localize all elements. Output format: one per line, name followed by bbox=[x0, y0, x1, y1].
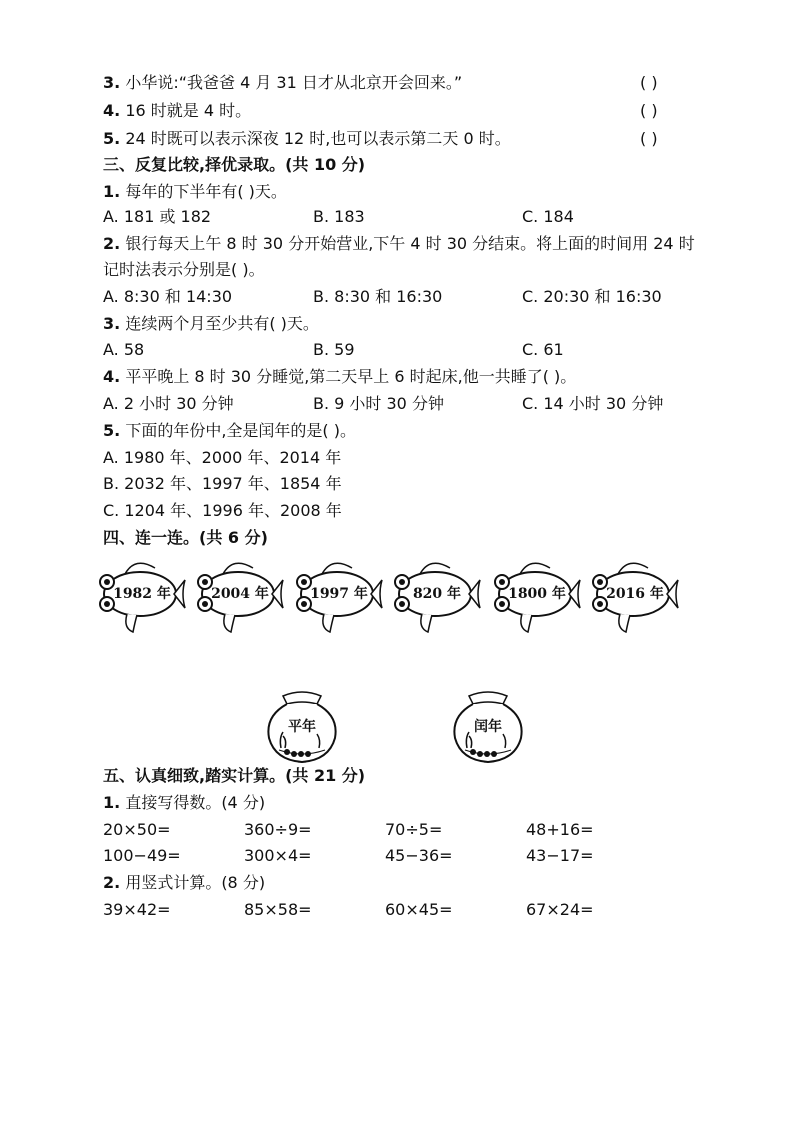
item-number: 5. bbox=[103, 129, 121, 148]
option-b[interactable]: B. 8:30 和 16:30 bbox=[313, 287, 443, 306]
item-number: 1. bbox=[103, 793, 121, 812]
fish-year-label: 1982 年 bbox=[113, 586, 171, 602]
option-b[interactable]: B. 9 小时 30 分钟 bbox=[313, 394, 444, 413]
judge-item-3 bbox=[103, 73, 462, 93]
option-c[interactable]: C. 1204 年、1996 年、2008 年 bbox=[103, 501, 342, 520]
question-2 bbox=[103, 234, 695, 254]
calc-item[interactable]: 45−36= bbox=[385, 846, 453, 865]
question-stem: 每年的下半年有( )天。 bbox=[125, 182, 287, 201]
option-c[interactable]: C. 184 bbox=[522, 207, 574, 226]
subquestion-label: 用竖式计算。(8 分) bbox=[125, 873, 266, 892]
calc-item[interactable]: 20×50= bbox=[103, 820, 171, 839]
fish-year-label: 820 年 bbox=[412, 586, 462, 602]
section-5-heading: 五、认真细致,踏实计算。(共 21 分) bbox=[103, 766, 366, 785]
calc-item[interactable]: 60×45= bbox=[385, 900, 453, 919]
fish-card[interactable] bbox=[390, 552, 482, 634]
item-number: 5. bbox=[103, 421, 121, 440]
answer-paren[interactable]: ( ) bbox=[640, 129, 658, 148]
option-a[interactable]: A. 8:30 和 14:30 bbox=[103, 287, 233, 306]
item-text: 小华说:“我爸爸 4 月 31 日才从北京开会回来。” bbox=[125, 73, 463, 92]
fish-year-label: 2004 年 bbox=[211, 586, 269, 602]
option-b[interactable]: B. 183 bbox=[313, 207, 365, 226]
item-number: 1. bbox=[103, 182, 121, 201]
item-number: 3. bbox=[103, 314, 121, 333]
question-5 bbox=[103, 421, 356, 441]
calc-item[interactable]: 43−17= bbox=[526, 846, 594, 865]
question-stem: 下面的年份中,全是闰年的是( )。 bbox=[125, 421, 356, 440]
fishbowl-label: 闰年 bbox=[474, 719, 502, 735]
fishbowl-common-year[interactable] bbox=[263, 688, 341, 764]
item-number: 2. bbox=[103, 873, 121, 892]
option-a[interactable]: A. 2 小时 30 分钟 bbox=[103, 394, 234, 413]
fish-card[interactable] bbox=[588, 552, 680, 634]
calc-item[interactable]: 67×24= bbox=[526, 900, 594, 919]
question-1 bbox=[103, 182, 287, 202]
option-a[interactable]: A. 58 bbox=[103, 340, 145, 359]
item-text: 16 时就是 4 时。 bbox=[125, 101, 252, 120]
calc-item[interactable]: 300×4= bbox=[244, 846, 312, 865]
fish-year-label: 1800 年 bbox=[508, 586, 566, 602]
judge-item-4 bbox=[103, 101, 251, 121]
option-b[interactable]: B. 2032 年、1997 年、1854 年 bbox=[103, 474, 342, 493]
option-a[interactable]: A. 181 或 182 bbox=[103, 207, 212, 226]
item-number: 4. bbox=[103, 101, 121, 120]
subquestion-1 bbox=[103, 793, 265, 813]
section-4-heading: 四、连一连。(共 6 分) bbox=[103, 528, 268, 547]
subquestion-2 bbox=[103, 873, 265, 893]
fish-card[interactable] bbox=[292, 552, 384, 634]
item-number: 4. bbox=[103, 367, 121, 386]
question-3 bbox=[103, 314, 319, 334]
option-b[interactable]: B. 59 bbox=[313, 340, 355, 359]
item-number: 2. bbox=[103, 234, 121, 253]
calc-item[interactable]: 70÷5= bbox=[385, 820, 443, 839]
calc-item[interactable]: 100−49= bbox=[103, 846, 181, 865]
subquestion-label: 直接写得数。(4 分) bbox=[125, 793, 266, 812]
fishbowl-label: 平年 bbox=[288, 719, 316, 735]
item-text: 24 时既可以表示深夜 12 时,也可以表示第二天 0 时。 bbox=[125, 129, 511, 148]
judge-item-5 bbox=[103, 129, 511, 149]
section-3-heading: 三、反复比较,择优录取。(共 10 分) bbox=[103, 155, 366, 174]
question-stem: 平平晚上 8 时 30 分睡觉,第二天早上 6 时起床,他一共睡了( )。 bbox=[125, 367, 577, 386]
fish-year-label: 2016 年 bbox=[606, 586, 664, 602]
fish-card[interactable] bbox=[490, 552, 582, 634]
item-number: 3. bbox=[103, 73, 121, 92]
fish-year-label: 1997 年 bbox=[310, 586, 368, 602]
calc-item[interactable]: 48+16= bbox=[526, 820, 594, 839]
answer-paren[interactable]: ( ) bbox=[640, 73, 658, 92]
option-c[interactable]: C. 14 小时 30 分钟 bbox=[522, 394, 664, 413]
answer-paren[interactable]: ( ) bbox=[640, 101, 658, 120]
fish-card[interactable] bbox=[95, 552, 187, 634]
question-4 bbox=[103, 367, 576, 387]
fishbowl-leap-year[interactable] bbox=[449, 688, 527, 764]
question-stem: 银行每天上午 8 时 30 分开始营业,下午 4 时 30 分结束。将上面的时间用 24 时 bbox=[125, 234, 695, 253]
option-a[interactable]: A. 1980 年、2000 年、2014 年 bbox=[103, 448, 342, 467]
question-stem-cont: 记时法表示分别是( )。 bbox=[103, 260, 265, 279]
option-c[interactable]: C. 20:30 和 16:30 bbox=[522, 287, 662, 306]
calc-item[interactable]: 360÷9= bbox=[244, 820, 312, 839]
calc-item[interactable]: 39×42= bbox=[103, 900, 171, 919]
option-c[interactable]: C. 61 bbox=[522, 340, 564, 359]
calc-item[interactable]: 85×58= bbox=[244, 900, 312, 919]
fish-card[interactable] bbox=[193, 552, 285, 634]
question-stem: 连续两个月至少共有( )天。 bbox=[125, 314, 319, 333]
